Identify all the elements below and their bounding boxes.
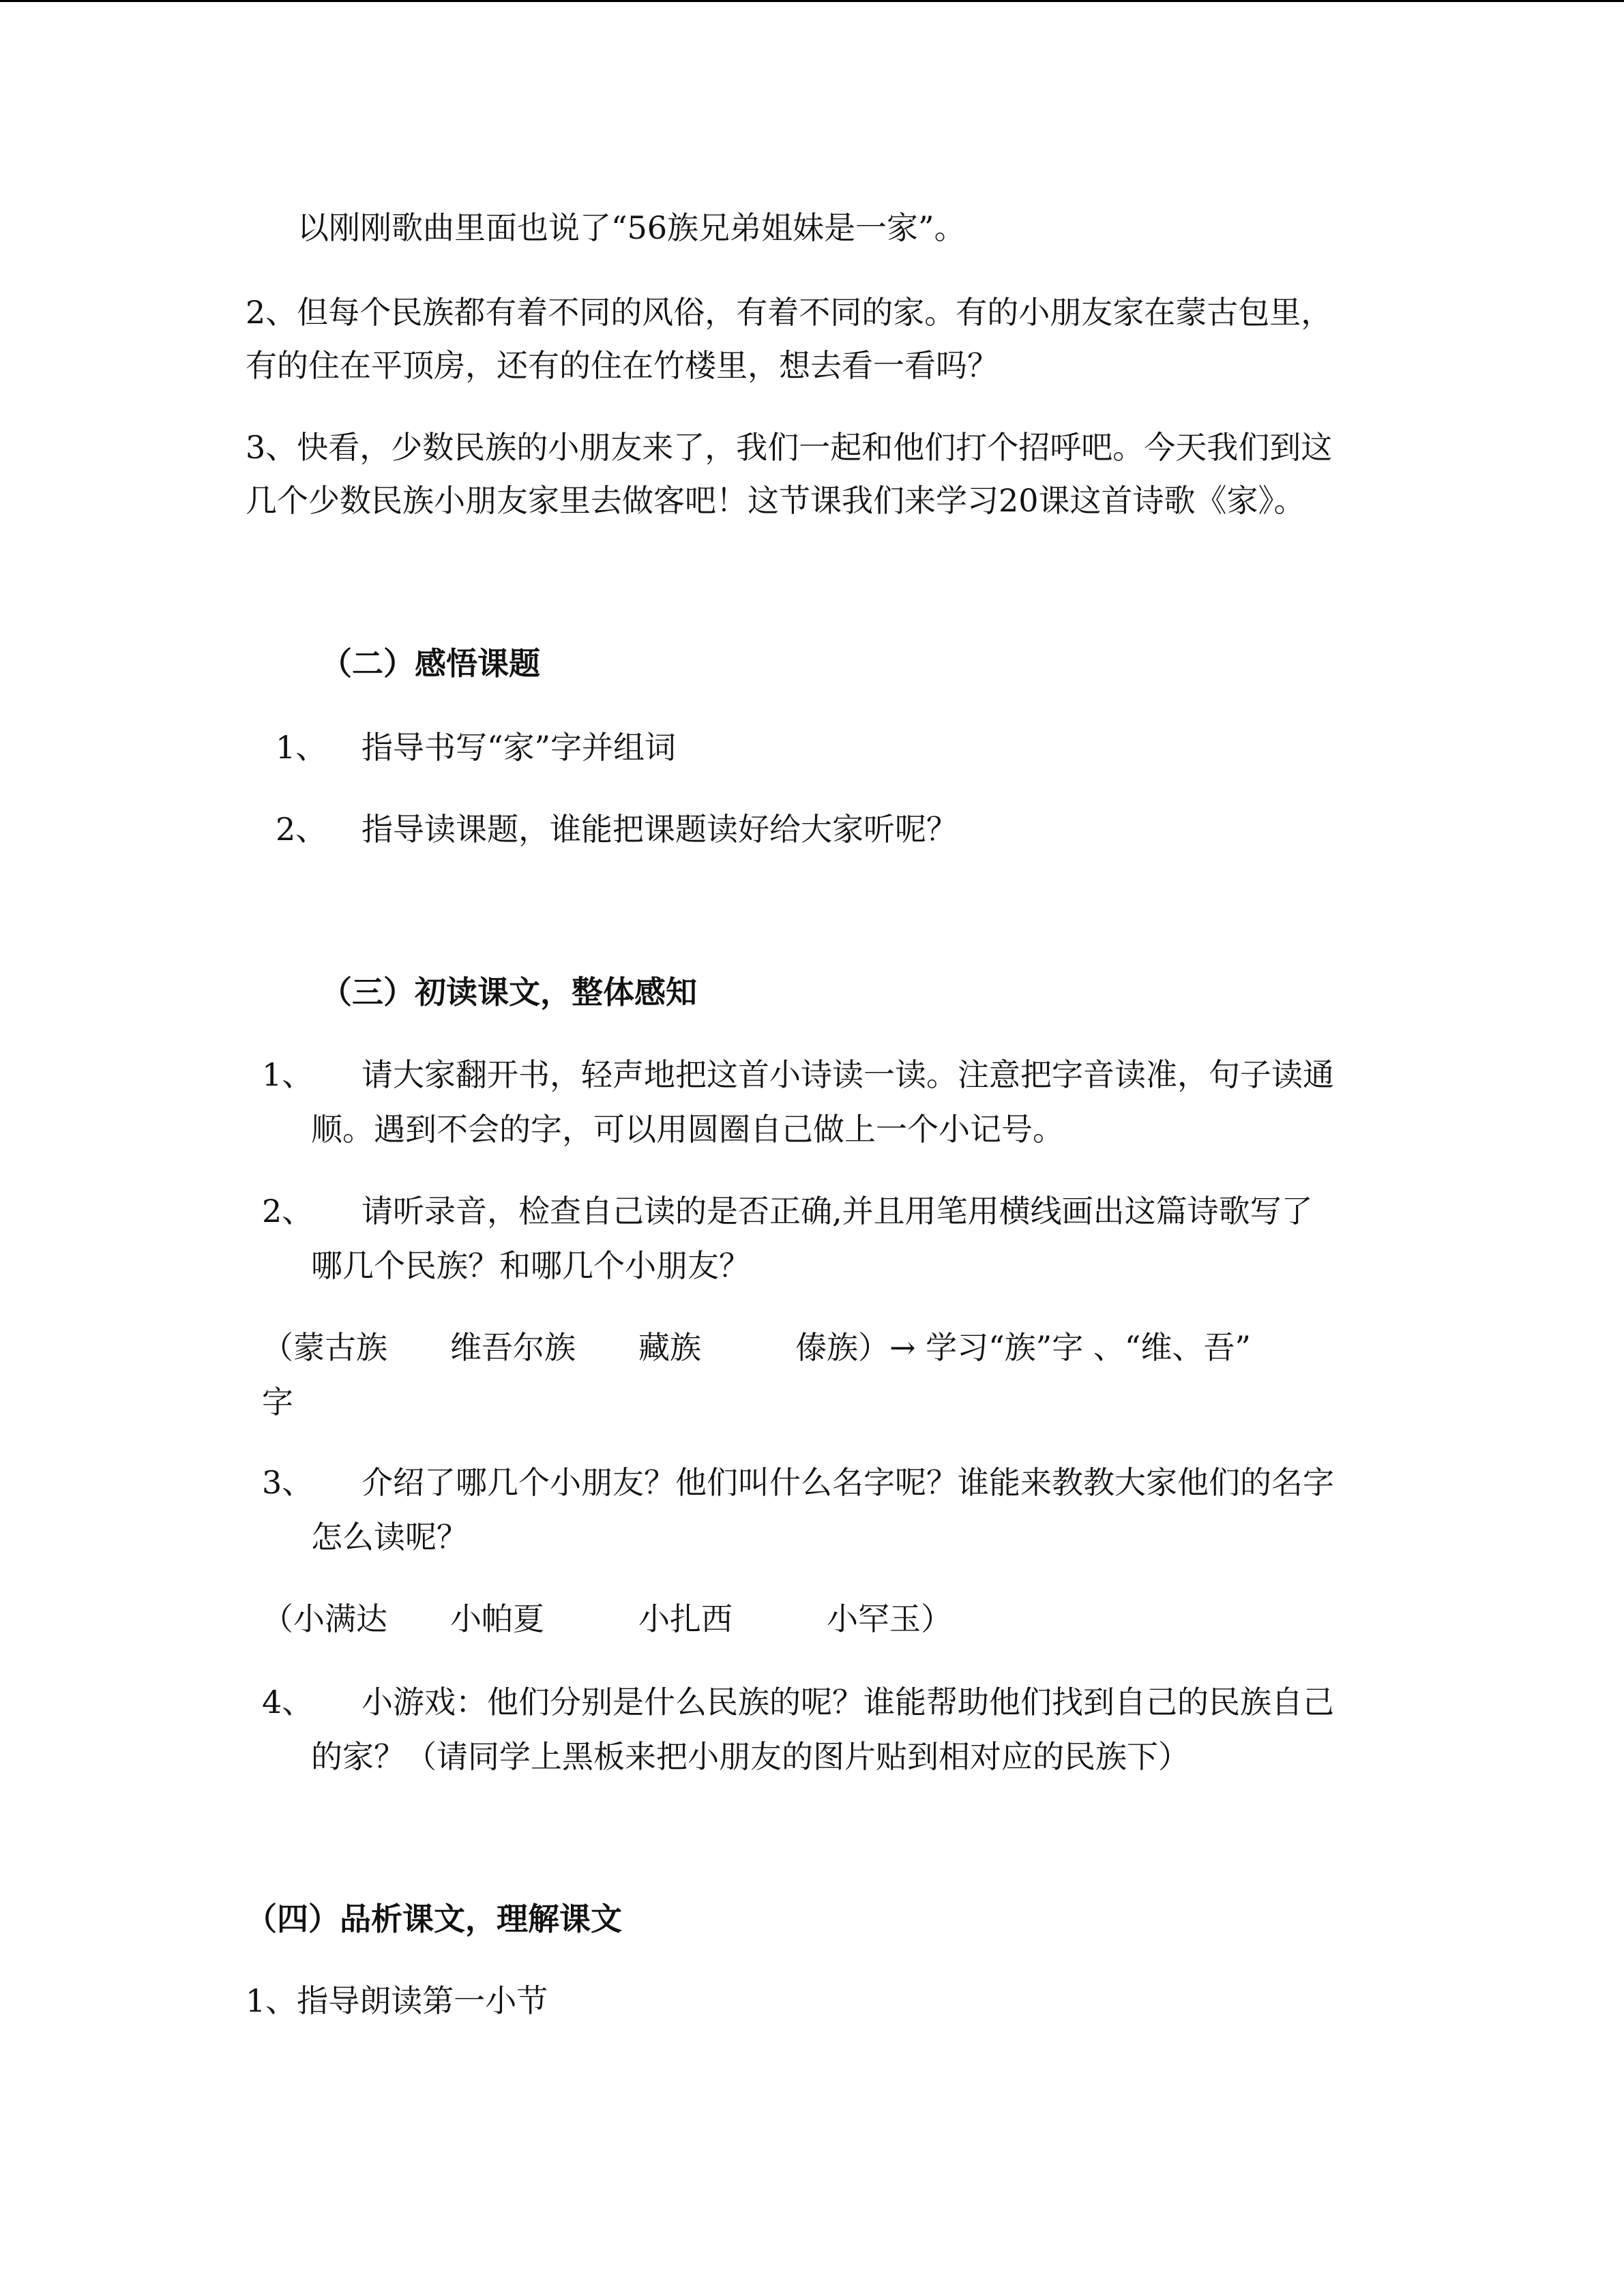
section-3-item-2-line-1: 请听录音，检查自己读的是否正确,并且用笔用横线画出这篇诗歌写了: [361, 1193, 1313, 1229]
intro-line-1: 以刚刚歌曲里面也说了“56族兄弟姐妹是一家”。: [297, 209, 966, 246]
section-3-heading: （三）初读课文，整体感知: [321, 974, 697, 1011]
ethnic-groups-line-2: 字: [262, 1384, 293, 1420]
section-2-item-2-number: 2、: [276, 811, 327, 848]
section-3-item-3-line-2: 怎么读呢？: [311, 1519, 468, 1555]
section-3-item-3-number: 3、: [262, 1464, 314, 1501]
intro-paragraph-2-line-1: 2、但每个民族都有着不同的风俗，有着不同的家。有的小朋友家在蒙古包里，: [246, 294, 1333, 331]
section-4-heading: （四）品析课文，理解课文: [246, 1900, 622, 1937]
children-names-line: （小满达 小帕夏 小扎西 小罕玉）: [262, 1600, 952, 1637]
section-3-item-1-number: 1、: [262, 1056, 314, 1093]
section-3-item-2-line-2: 哪几个民族？和哪几个小朋友？: [311, 1247, 750, 1284]
section-3-item-1-line-2: 顺。遇到不会的字，可以用圆圈自己做上一个小记号。: [311, 1111, 1064, 1148]
section-2-item-2-text: 指导读课题，谁能把课题读好给大家听呢？: [361, 811, 958, 848]
section-3-item-4-number: 4、: [262, 1684, 314, 1720]
page-top-border: [0, 0, 1624, 2]
section-3-item-3-line-1: 介绍了哪几个小朋友？他们叫什么名字呢？谁能来教教大家他们的名字: [361, 1464, 1334, 1501]
ethnic-groups-line-1: （蒙古族 维吾尔族 藏族 傣族）→ 学习“族”字 、“维、吾”: [262, 1329, 1251, 1366]
intro-paragraph-3-line-2: 几个少数民族小朋友家里去做客吧！这节课我们来学习20课这首诗歌《家》。: [246, 482, 1305, 519]
section-2-item-1-number: 1、: [276, 729, 327, 766]
section-3-item-2-number: 2、: [262, 1193, 314, 1229]
intro-paragraph-3-line-1: 3、快看，少数民族的小朋友来了，我们一起和他们打个招呼吧。今天我们到这: [246, 429, 1333, 466]
intro-paragraph-2-line-2: 有的住在平顶房，还有的住在竹楼里，想去看一看吗？: [246, 347, 999, 384]
section-3-item-1-line-1: 请大家翻开书，轻声地把这首小诗读一读。注意把字音读准，句子读通: [361, 1056, 1334, 1093]
section-3-item-4-line-1: 小游戏：他们分别是什么民族的呢？谁能帮助他们找到自己的民族自己: [361, 1684, 1334, 1720]
section-3-item-4-line-2: 的家？（请同学上黑板来把小朋友的图片贴到相对应的民族下）: [311, 1738, 1190, 1775]
section-2-item-1-text: 指导书写“家”字并组词: [361, 729, 677, 766]
section-2-heading: （二）感悟课题: [321, 645, 540, 682]
section-4-item-1: 1、指导朗读第一小节: [246, 1982, 548, 2019]
